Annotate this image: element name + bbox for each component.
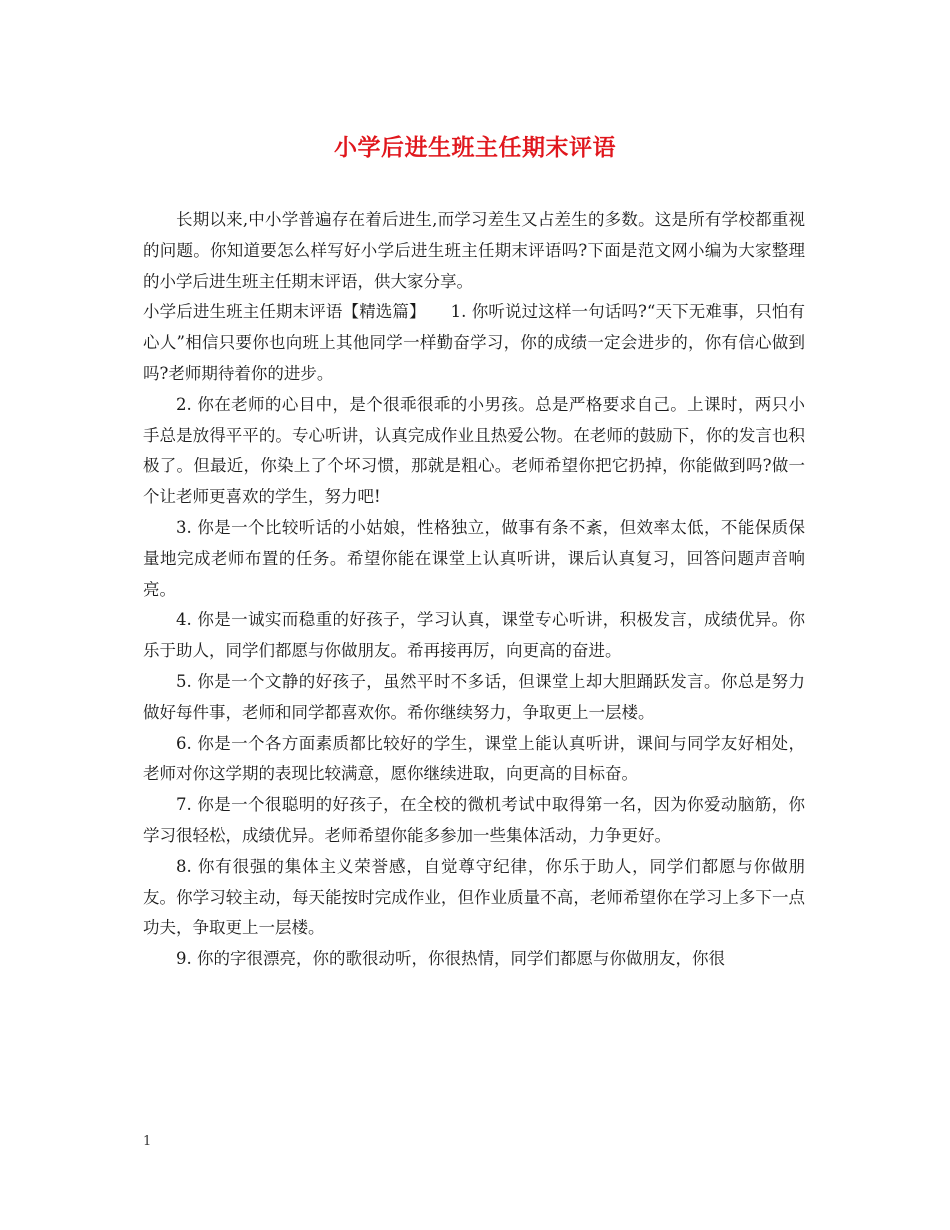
- comment-paragraph-9: 9. 你的字很漂亮，你的歌很动听，你很热情，同学们都愿与你做朋友，你很: [176, 949, 725, 969]
- page-title: 小学后进生班主任期末评语: [334, 134, 616, 161]
- intro-paragraph: 长期以来,中小学普遍存在着后进生,而学习差生又占差生的多数。这是所有学校都重视的问题。你知道要怎么样写好小学后进生班主任期末评语吗?下面是范文网小编为大家整理的小学后进生班主任期末评语，供大家分享。: [143, 210, 805, 291]
- comment-paragraph-2: 2. 你在老师的心目中，是个很乖很乖的小男孩。总是严格要求自己。上课时，两只小手总是放得平平的。专心听讲，认真完成作业且热爱公物。在老师的鼓励下，你的发言也积极了。但最近，你染上了个坏习惯，那就是粗心。老师希望你把它扔掉，你能做到吗?做一个让老师更喜欢的学生，努力吧!: [143, 394, 805, 507]
- comment-paragraph-6: 6. 你是一个各方面素质都比较好的学生，课堂上能认真听讲，课间与同学友好相处，老师对你这学期的表现比较满意，愿你继续进取，向更高的目标奋。: [143, 733, 805, 784]
- page-number: 1: [143, 1134, 152, 1149]
- comment-paragraph-3: 3. 你是一个比较听话的小姑娘，性格独立，做事有条不紊，但效率太低，不能保质保量地完成老师布置的任务。希望你能在课堂上认真听讲，课后认真复习，回答问题声音响亮。: [143, 517, 805, 599]
- comment-paragraph-5: 5. 你是一个文静的好孩子，虽然平时不多话，但课堂上却大胆踊跃发言。你总是努力做好每件事，老师和同学都喜欢你。希你继续努力，争取更上一层楼。: [143, 671, 805, 722]
- comment-paragraph-8: 8. 你有很强的集体主义荣誉感，自觉尊守纪律，你乐于助人，同学们都愿与你做朋友。你学习较主动，每天能按时完成作业，但作业质量不高，老师希望你在学习上多下一点功夫，争取更上一层楼。: [143, 856, 805, 938]
- comment-paragraph-4: 4. 你是一诚实而稳重的好孩子，学习认真，课堂专心听讲，积极发言，成绩优异。你乐于助人，同学们都愿与你做朋友。希再接再厉，向更高的奋进。: [143, 610, 805, 661]
- comment-paragraph-7: 7. 你是一个很聪明的好孩子，在全校的微机考试中取得第一名，因为你爱动脑筋，你学习很轻松，成绩优异。老师希望你能多参加一些集体活动，力争更好。: [143, 795, 805, 845]
- document-body: [143, 205, 805, 975]
- section-heading-paragraph: 小学后进生班主任期末评语【精选篇】 1. 你听说过这样一句话吗?“天下无难事，只怕有心人”相信只要你也向班上其他同学一样勤奋学习，你的成绩一定会进步的，你有信心做到吗?老师期待着你的进步。: [143, 302, 805, 383]
